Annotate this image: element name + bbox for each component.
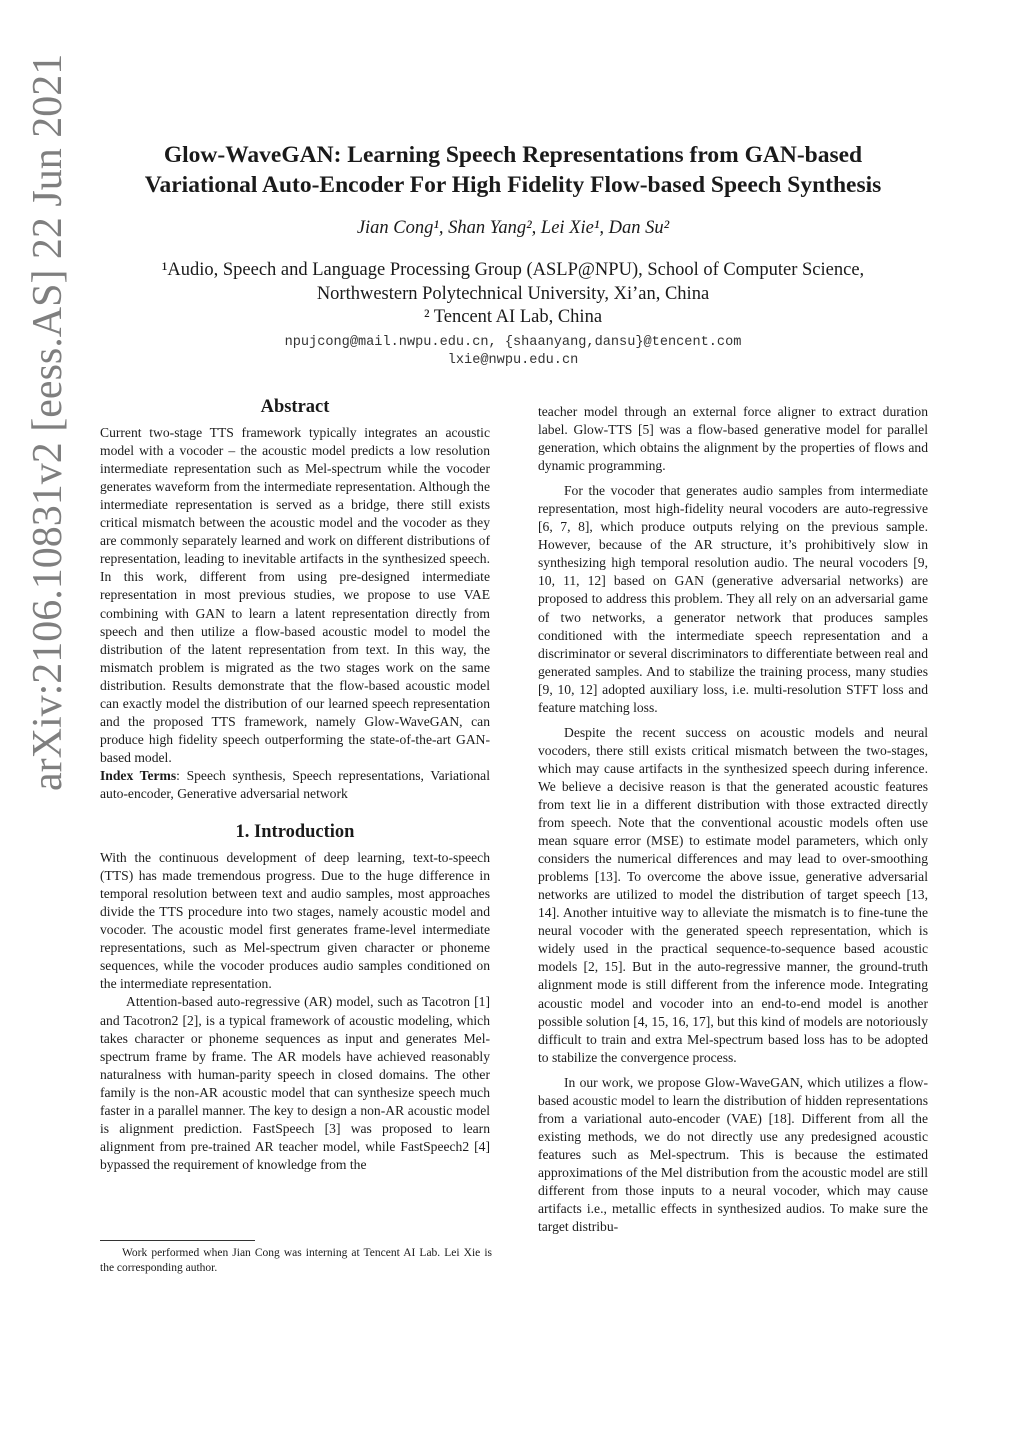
right-column — [538, 403, 928, 1236]
right-paragraph-4: In our work, we propose Glow-WaveGAN, which utilizes a flow-based acoustic model to learn the distribution of hidden representations from a variational auto-encoder (VAE) [18]. Different from all the existing methods, we do not directly use any predesigned acoustic features such as Mel-spectrum. This is because the estimated approximations of the Mel distribution from the acoustic model are still different from those inputs to a neural vocoder, which may cause artifacts i.e., metallic effects in synthesized audios. To make sure the target distribu- — [538, 1074, 928, 1235]
index-terms-text: : Speech synthesis, Speech representations, Variational auto-encoder, Generative adversarial network — [100, 767, 490, 801]
title-line-2: Variational Auto-Encoder For High Fidelity Flow-based Speech Synthesis — [144, 172, 882, 198]
right-paragraph-3: Despite the recent success on acoustic models and neural vocoders, there still exists critical mismatch between the two-stages, which may cause artifacts in the synthesized speech during inference. We believe a decisive reason is that the generated acoustic features from text lie in a different distribution with those extracted directly from speech. Note that the conventional acoustic models often use mean square error (MSE) to estimate model parameters, which only considers the numerical differences and may lead to over-smoothing problems [13]. To overcome the above issue, generative adversarial networks are utilized to model the distribution of target speech [13, 14]. Another intuitive way to alleviate the mismatch is to fine-tune the neural vocoder with the generated speech representation, which is widely used in the practical sequence-to-sequence based acoustic models [2, 15]. But in the auto-regressive manner, the ground-truth alignment mode is still different from the inference mode. Integrating acoustic model and vocoder into an end-to-end model is another possible solution [4, 15, 16, 17], but this kind of models are notoriously difficult to train and extra Mel-spectrum based loss has to be adopted to stabilize the convergence process. — [538, 724, 928, 1065]
right-paragraph-2: For the vocoder that generates audio samples from intermediate representation, most high-fidelity neural vocoders are auto-regressive [6, 7, 8], which produce outputs relying on the previous sample. However, because of the AR structure, it’s prohibitively slow in synthesizing high temporal resolution audio. The neural vocoders [9, 10, 11, 12] based on GAN (generative adversarial networks) are proposed to address this problem. They all rely on an adversarial game of two networks, a generator network that produces samples conditioned with the intermediate speech representation and a discriminator or several discriminators to differentiate between real and generated samples. And to stabilize the training process, many studies [9, 10, 12] adopted auxiliary loss, i.e. multi-resolution STFT loss and feature matching loss. — [538, 483, 928, 715]
intro-paragraph-1: With the continuous development of deep learning, text-to-speech (TTS) has made tremendous progress. Due to the huge difference in temporal resolution between text and audio samples, most approaches divide the TTS procedure into two stages, namely acoustic model and vocoder. The acoustic model first generates frame-level intermediate representations, such as Mel-spectrum given character or phoneme sequences, while the vocoder produces audio samples conditioned on the intermediate representation. — [100, 850, 490, 992]
left-column — [100, 398, 490, 1174]
emails — [90, 334, 936, 370]
right-paragraph-1: teacher model through an external force aligner to extract duration label. Glow-TTS [5] was a flow-based generative model for parallel generation, which obtains the alignment by the properties of flows and dynamic programming. — [538, 404, 928, 474]
index-terms-label: Index Terms — [100, 767, 177, 783]
footnote — [100, 1246, 492, 1276]
affiliation-1-line-1: ¹Audio, Speech and Language Processing Group (ASLP@NPU), School of Computer Science, — [161, 260, 865, 280]
intro-paragraph-2: Attention-based auto-regressive (AR) model, such as Tacotron [1] and Tacotron2 [2], is a typical framework of acoustic modeling, which takes character or phoneme sequences as input and generates Mel-spectrum frame by frame. The AR models have achieved reasonably naturalness with human-parity speech in closed domains. The other family is the non-AR acoustic model that can synthesize speech much faster in a parallel manner. The key to design a non-AR acoustic model is alignment prediction. FastSpeech [3] was proposed to learn alignment from pre-trained AR teacher model, while FastSpeech2 [4] bypassed the requirement of knowledge from the — [100, 994, 490, 1172]
affiliations — [90, 259, 936, 330]
arxiv-stamp: arXiv:2106.10831v2 [eess.AS] 22 Jun 2021 — [25, 53, 71, 791]
abstract-text: Current two-stage TTS framework typically integrates an acoustic model with a vocoder – the acoustic model predicts a low resolution intermediate representation such as Mel-spectrum while the vocoder generates waveform from the intermediate representation. Although the intermediate representation is served as a bridge, there still exists critical mismatch between the acoustic model and the vocoder as they are commonly separately learned and work on different distributions of representation, leading to inevitable artifacts in the synthesized speech. In this work, different from using pre-designed intermediate representation in most previous studies, we propose to use VAE combining with GAN to learn a latent representation directly from speech and then utilize a flow-based acoustic model to model the distribution of the latent representation from text. In this way, the mismatch problem is migrated as the two stages work on the same distribution. Results demonstrate that the flow-based acoustic model can exactly model the distribution of our learned speech representation and the proposed TTS framework, namely Glow-WaveGAN, can produce high fidelity speech outperforming the state-of-the-art GAN-based model. — [100, 425, 490, 765]
authors: Jian Cong¹, Shan Yang², Lei Xie¹, Dan Su² — [356, 218, 670, 238]
affiliation-1-line-2: Northwestern Polytechnical University, Xi’an, China — [316, 283, 710, 304]
introduction-heading: 1. Introduction — [235, 822, 355, 843]
footnote-rule — [100, 1240, 255, 1241]
index-terms — [100, 767, 490, 803]
abstract-heading: Abstract — [260, 397, 330, 417]
footnote-text: Work performed when Jian Cong was interning at Tencent AI Lab. Lei Xie is the corresponding author. — [100, 1247, 492, 1274]
email-line-2: lxie@nwpu.edu.cn — [447, 353, 579, 368]
paper-title — [90, 140, 936, 200]
affiliation-2: ² Tencent AI Lab, China — [423, 307, 603, 327]
title-line-1: Glow-WaveGAN: Learning Speech Representations from GAN-based — [163, 142, 863, 168]
email-line-1: npujcong@mail.nwpu.edu.cn, {shaanyang,dansu}@tencent.com — [284, 335, 742, 350]
